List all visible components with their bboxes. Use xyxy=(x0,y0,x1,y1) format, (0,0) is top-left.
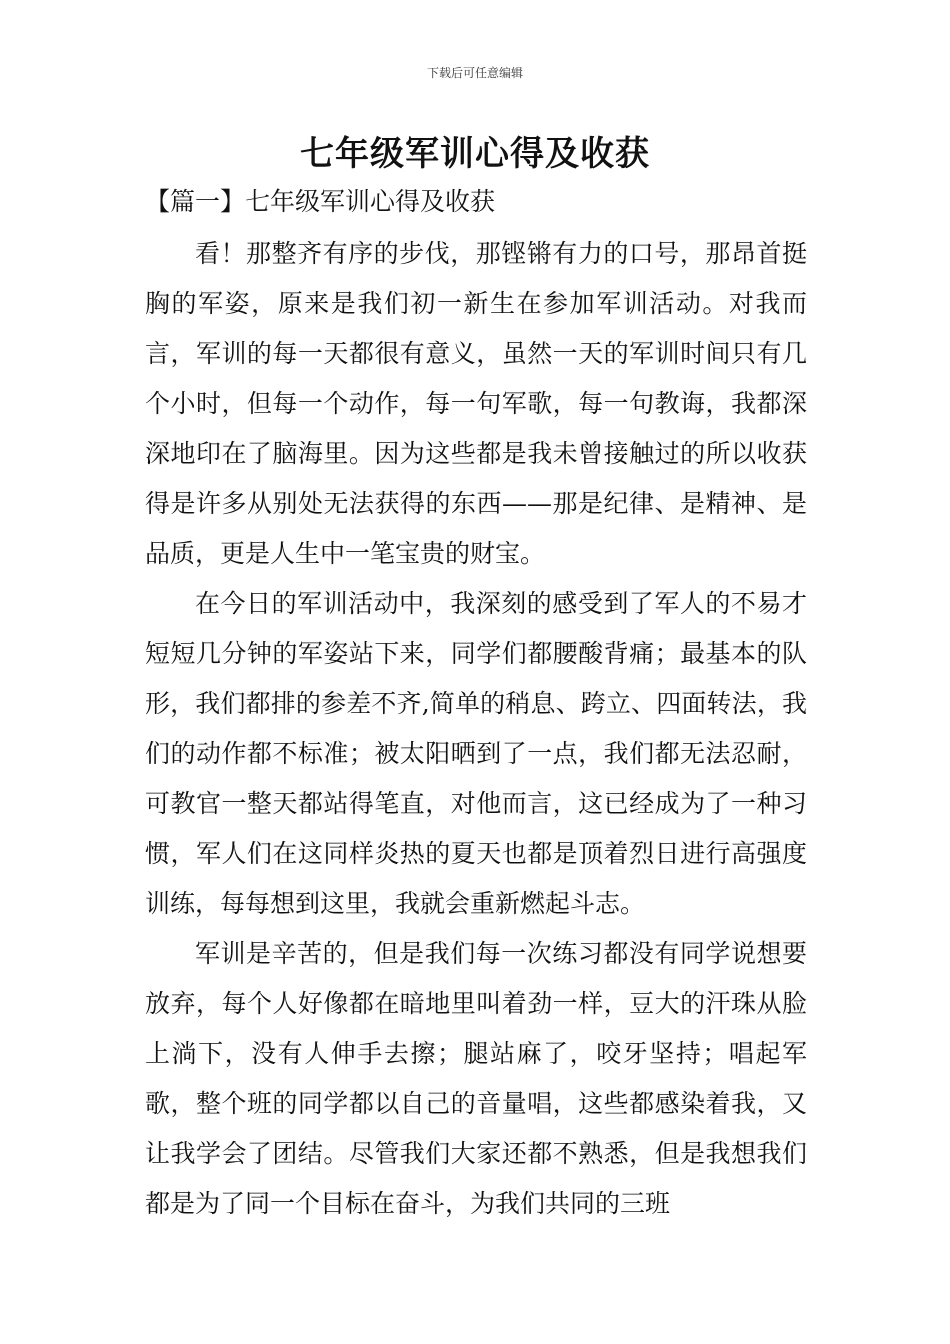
paragraph-1: 看！那整齐有序的步伐，那铿锵有力的口号，那昂首挺胸的军姿，原来是我们初一新生在参加军训活动。对我而言，军训的每一天都很有意义，虽然一天的军训时间只有几个小时，但每一个动作，每一句军歌，每一句教诲，我都深深地印在了脑海里。因为这些都是我未曾接触过的所以收获得是许多从别处无法获得的东西——那是纪律、是精神、是品质，更是人生中一笔宝贵的财宝。 xyxy=(145,239,807,568)
section-heading: 【篇一】七年级军训心得及收获 xyxy=(145,187,496,216)
paragraph-2: 在今日的军训活动中，我深刻的感受到了军人的不易才短短几分钟的军姿站下来，同学们都腰酸背痛；最基本的队形，我们都排的参差不齐,简单的稍息、跨立、四面转法，我们的动作都不标准；被太阳晒到了一点，我们都无法忍耐，可教官一整天都站得笔直，对他而言，这已经成为了一种习惯，军人们在这同样炎热的夏天也都是顶着烈日进行高强度训练，每每想到这里，我就会重新燃起斗志。 xyxy=(145,589,807,918)
document-title: 七年级军训心得及收获 xyxy=(300,134,650,174)
header-note: 下载后可任意编辑 xyxy=(426,66,523,80)
body-text xyxy=(145,229,807,1229)
paragraph-3: 军训是辛苦的，但是我们每一次练习都没有同学说想要放弃，每个人好像都在暗地里叫着劲一样，豆大的汗珠从脸上淌下，没有人伸手去擦；腿站麻了，咬牙坚持；唱起军歌，整个班的同学都以自己的音量唱，这些都感染着我，又让我学会了团结。尽管我们大家还都不熟悉，但是我想我们都是为了同一个目标在奋斗，为我们共同的三班 xyxy=(145,939,807,1218)
